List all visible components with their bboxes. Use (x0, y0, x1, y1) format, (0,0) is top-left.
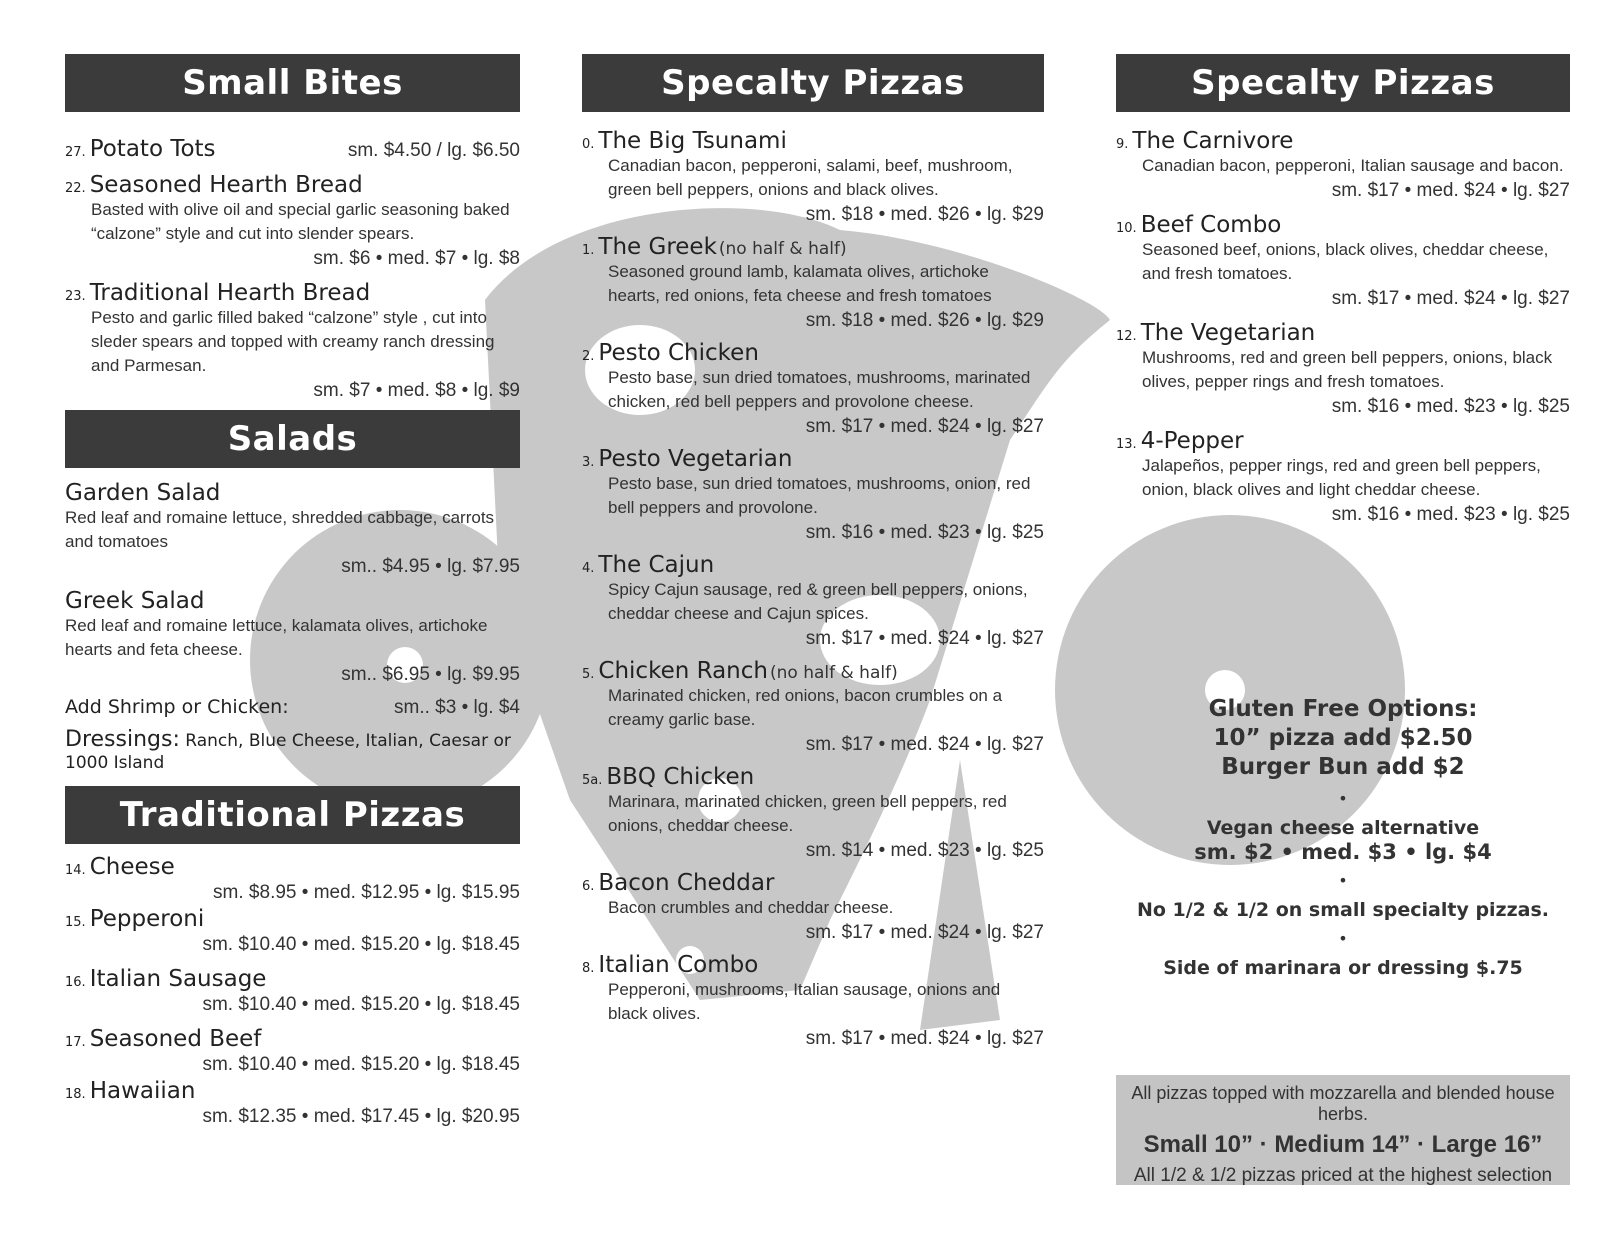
menu-item-seasoned-hearth-bread[interactable] (65, 172, 520, 270)
menu-item-pepperoni[interactable] (65, 906, 520, 956)
item-name: Italian Combo (598, 952, 759, 978)
gluten-free-options (1116, 695, 1570, 980)
item-price: sm. $16 • med. $23 • lg. $25 (805, 522, 1044, 543)
menu-item[interactable] (582, 764, 1044, 862)
addon-label: Add Shrimp or Chicken: (65, 696, 289, 718)
item-price: sm. $16 • med. $23 • lg. $25 (1331, 396, 1570, 417)
bullet-divider: • (1338, 871, 1348, 890)
menu-item[interactable] (1116, 128, 1570, 202)
menu-item[interactable] (582, 952, 1044, 1050)
menu-item[interactable] (1116, 428, 1570, 526)
menu-item[interactable] (582, 234, 1044, 332)
item-name: Pesto Chicken (598, 340, 759, 366)
item-price: sm. $8.95 • med. $12.95 • lg. $15.95 (213, 882, 520, 903)
menu-item[interactable] (582, 128, 1044, 226)
menu-item[interactable] (582, 658, 1044, 756)
addon-price: sm.. $3 • lg. $4 (394, 697, 520, 718)
gluten-free-bun: Burger Bun add $2 (1221, 754, 1465, 780)
item-description: Bacon crumbles and cheddar cheese. (608, 898, 894, 917)
side-note: Side of marinara or dressing $.75 (1163, 957, 1523, 979)
item-description: Marinated chicken, red onions, bacon crumbles on a creamy garlic base. (608, 686, 1003, 729)
item-description: Seasoned beef, onions, black olives, cheddar cheese, and fresh tomatoes. (1142, 240, 1549, 283)
item-name: Traditional Hearth Bread (89, 280, 371, 306)
item-name: Pepperoni (89, 906, 205, 932)
info-sizes: Small 10” · Medium 14” · Large 16” (1143, 1131, 1543, 1158)
item-description: Pesto and garlic filled baked “calzone” style , cut into sleder spears and topped with creamy ranch dressing and Parmesan. (91, 308, 495, 375)
item-name: Cheese (89, 854, 175, 880)
menu-item[interactable] (582, 340, 1044, 438)
item-price: sm. $10.40 • med. $15.20 • lg. $18.45 (202, 994, 520, 1015)
item-number: 15. (65, 915, 86, 930)
menu-item-traditional-hearth-bread[interactable] (65, 280, 520, 402)
item-number: 2. (582, 349, 595, 364)
item-description: Red leaf and romaine lettuce, kalamata olives, artichoke hearts and feta cheese. (65, 616, 488, 659)
menu-item-greek-salad[interactable] (65, 588, 520, 686)
item-price: sm. $10.40 • med. $15.20 • lg. $18.45 (202, 1054, 520, 1075)
item-price: sm. $17 • med. $24 • lg. $27 (805, 416, 1044, 437)
item-description: Pepperoni, mushrooms, Italian sausage, onions and black olives. (608, 980, 1001, 1023)
item-price: sm. $17 • med. $24 • lg. $27 (1331, 180, 1570, 201)
item-price: sm. $17 • med. $24 • lg. $27 (805, 734, 1044, 755)
item-price: sm. $14 • med. $23 • lg. $25 (805, 840, 1044, 861)
dressings-label: Dressings: (65, 727, 180, 752)
salads-header: Salads (65, 410, 520, 468)
vegan-label: Vegan cheese alternative (1206, 817, 1480, 839)
small-bites-list (65, 136, 520, 402)
item-name: Pesto Vegetarian (598, 446, 793, 472)
dressings-text: Ranch, Blue Cheese, Italian, Caesar or 1000 Island (65, 731, 511, 773)
menu-item[interactable] (1116, 212, 1570, 310)
menu-item[interactable] (582, 870, 1044, 944)
item-number: 9. (1116, 137, 1129, 152)
item-number: 3. (582, 455, 595, 470)
item-name: Greek Salad (65, 588, 205, 614)
item-number: 14. (65, 863, 86, 878)
no-half-note: No 1/2 & 1/2 on small specialty pizzas. (1136, 899, 1550, 921)
item-description: Spicy Cajun sausage, red & green bell peppers, onions, cheddar cheese and Cajun spices. (608, 580, 1028, 623)
item-price: sm. $17 • med. $24 • lg. $27 (805, 628, 1044, 649)
right-column (1116, 54, 1570, 526)
item-name: Bacon Cheddar (598, 870, 775, 896)
specialty-pizzas-list (582, 128, 1044, 1050)
item-description: Marinara, marinated chicken, green bell peppers, red onions, cheddar cheese. (608, 792, 1007, 835)
menu-item-garden-salad[interactable] (65, 480, 520, 578)
menu-item-potato-tots[interactable] (65, 136, 520, 162)
middle-column (582, 54, 1044, 1050)
item-price: sm. $7 • med. $8 • lg. $9 (313, 380, 520, 401)
dressings (65, 729, 520, 774)
bullet-divider: • (1338, 929, 1348, 948)
left-column (65, 54, 520, 1128)
item-price: sm. $4.50 / lg. $6.50 (347, 140, 520, 161)
item-price: sm. $17 • med. $24 • lg. $27 (805, 1028, 1044, 1049)
item-number: 6. (582, 879, 595, 894)
item-price: sm. $6 • med. $7 • lg. $8 (313, 248, 520, 269)
small-bites-header: Small Bites (65, 54, 520, 112)
item-description: Seasoned ground lamb, kalamata olives, artichoke hearts, red onions, feta cheese and fresh tomatoes (608, 262, 992, 305)
pizza-info-box (1116, 1075, 1570, 1185)
gluten-free-pizza: 10” pizza add $2.50 (1213, 725, 1473, 751)
vegan-price: sm. $2 • med. $3 • lg. $4 (1194, 840, 1492, 864)
item-number: 8. (582, 961, 595, 976)
specialty-pizzas-list-2 (1116, 128, 1570, 526)
item-description: Pesto base, sun dried tomatoes, mushrooms, onion, red bell peppers and provolone. (608, 474, 1031, 517)
item-name: The Big Tsunami (598, 128, 787, 154)
item-name: The Vegetarian (1140, 320, 1316, 346)
item-name: Beef Combo (1140, 212, 1282, 238)
item-number: 12. (1116, 329, 1137, 344)
menu-item-seasoned-beef[interactable] (65, 1026, 520, 1076)
item-number: 22. (65, 181, 86, 196)
item-number: 0. (582, 137, 595, 152)
item-name: The Carnivore (1132, 128, 1294, 154)
salad-addon (65, 696, 520, 719)
item-description: Jalapeños, pepper rings, red and green bell peppers, onion, black olives and light cheddar cheese. (1142, 456, 1541, 499)
item-price: sm. $17 • med. $24 • lg. $27 (805, 922, 1044, 943)
item-name: Potato Tots (89, 136, 216, 162)
menu-item[interactable] (582, 446, 1044, 544)
item-price: sm. $18 • med. $26 • lg. $29 (805, 204, 1044, 225)
bullet-divider: • (1338, 789, 1348, 808)
item-note: (no half & half) (718, 239, 847, 259)
menu-item-cheese[interactable] (65, 854, 520, 904)
traditional-pizzas-header: Traditional Pizzas (65, 786, 520, 844)
item-price: sm.. $4.95 • lg. $7.95 (341, 556, 520, 577)
info-toppings: All pizzas topped with mozzarella and blended house herbs. (1131, 1083, 1555, 1124)
item-number: 5. (582, 667, 595, 682)
item-number: 1. (582, 243, 595, 258)
item-description: Red leaf and romaine lettuce, shredded cabbage, carrots and tomatoes (65, 508, 495, 551)
salads-list (65, 480, 520, 774)
item-number: 18. (65, 1087, 86, 1102)
gluten-free-title: Gluten Free Options: (1208, 696, 1478, 722)
item-description: Pesto base, sun dried tomatoes, mushrooms, marinated chicken, red bell peppers and provolone cheese. (608, 368, 1031, 411)
item-price: sm. $12.35 • med. $17.45 • lg. $20.95 (202, 1106, 520, 1127)
item-number: 23. (65, 289, 86, 304)
item-note: (no half & half) (770, 663, 898, 683)
item-price: sm.. $6.95 • lg. $9.95 (341, 664, 520, 685)
item-name: Hawaiian (89, 1078, 196, 1104)
item-description: Canadian bacon, pepperoni, salami, beef, mushroom, green bell peppers, onions and black olives. (608, 156, 1013, 199)
item-price: sm. $18 • med. $26 • lg. $29 (805, 310, 1044, 331)
item-name: Seasoned Hearth Bread (89, 172, 363, 198)
item-name: 4-Pepper (1140, 428, 1244, 454)
item-name: Chicken Ranch (598, 658, 768, 684)
item-number: 5a. (582, 773, 603, 788)
item-number: 17. (65, 1035, 86, 1050)
item-name: BBQ Chicken (606, 764, 755, 790)
item-price: sm. $16 • med. $23 • lg. $25 (1331, 504, 1570, 525)
specialty-pizzas-header-2: Specalty Pizzas (1116, 54, 1570, 112)
item-description: Canadian bacon, pepperoni, Italian sausage and bacon. (1142, 156, 1564, 175)
item-price: sm. $10.40 • med. $15.20 • lg. $18.45 (202, 934, 520, 955)
item-description: Mushrooms, red and green bell peppers, onions, black olives, pepper rings and fresh tomatoes. (1142, 348, 1553, 391)
traditional-pizzas-list (65, 854, 520, 1128)
item-number: 27. (65, 145, 86, 160)
item-name: Garden Salad (65, 480, 221, 506)
item-name: The Greek (598, 234, 717, 260)
item-number: 13. (1116, 437, 1137, 452)
item-name: The Cajun (598, 552, 715, 578)
menu-item[interactable] (582, 552, 1044, 650)
item-name: Italian Sausage (89, 966, 267, 992)
item-number: 10. (1116, 221, 1137, 236)
menu-item-italian-sausage[interactable] (65, 966, 520, 1016)
item-description: Basted with olive oil and special garlic seasoning baked “calzone” style and cut into slender spears. (91, 200, 510, 243)
menu-item-hawaiian[interactable] (65, 1078, 520, 1128)
item-name: Seasoned Beef (89, 1026, 262, 1052)
specialty-pizzas-header: Specalty Pizzas (582, 54, 1044, 112)
item-number: 4. (582, 561, 595, 576)
info-half-pricing: All 1/2 & 1/2 pizzas priced at the highest selection (1133, 1165, 1553, 1186)
item-price: sm. $17 • med. $24 • lg. $27 (1331, 288, 1570, 309)
item-number: 16. (65, 975, 86, 990)
menu-item[interactable] (1116, 320, 1570, 418)
